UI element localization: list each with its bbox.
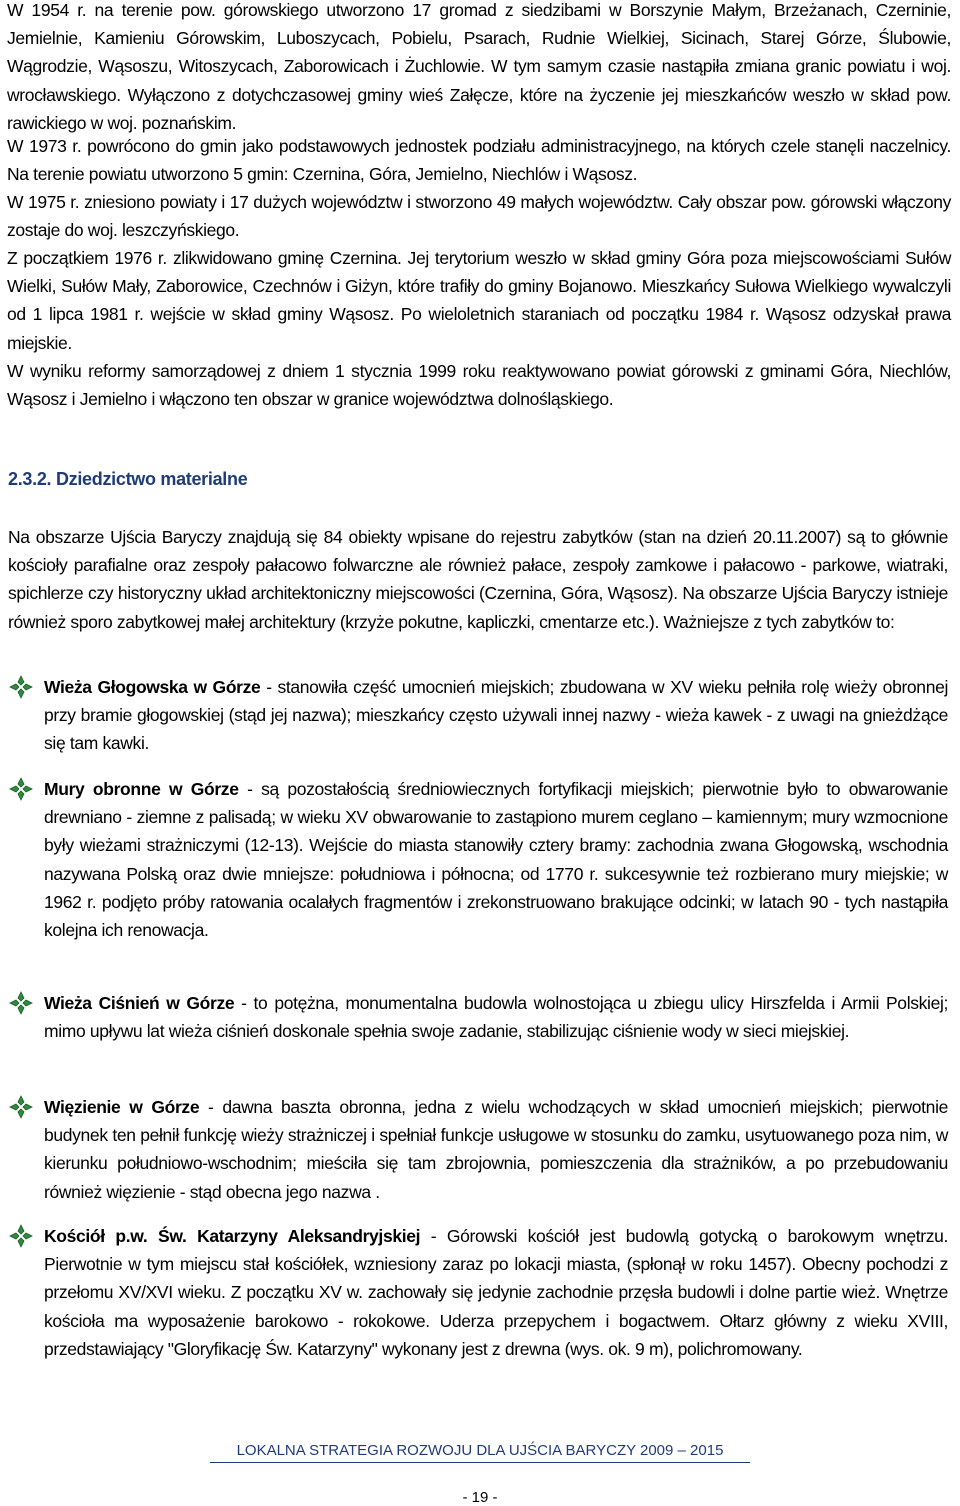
section-title: Dziedzictwo materialne [55,469,248,489]
footer-title: LOKALNA STRATEGIA ROZWOJU DLA UJŚCIA BARYCZY 2009 – 2015 [236,1442,724,1459]
list-item [8,1222,948,1363]
list-item-text: - Górowski kościół jest budowlą gotycką o barokowym wnętrzu. Pierwotnie w tym miejscu stał kościółek, wzniesiony zaraz po lokacji miasta, (spłonął w roku 1457). Obecny pochodzi z przełomu XV/XVI wieku. Z początku XV w. zachowały się jedynie zachodnie przęsła budowli i dolne partie wież. Wnętrze kościoła ma wyposażenie barokowo - rokokowe. Uderza przepychem i bogactwem. Ołtarz główny z wieku XVIII, przedstawiający "Gloryfikację Św. Katarzyny" wykonany jest z drewna (wys. ok. 9 m), polichromowany. [44,1226,948,1359]
section-heading [8,469,247,490]
four-diamond-star-icon [8,673,34,701]
four-diamond-star-icon [8,1222,34,1250]
list-item-title: Więzienie w Górze [44,1097,200,1117]
list-item-text: - stanowiła część umocnień miejskich; zbudowana w XV wieku pełniła rolę wieży obronnej przy bramie głogowskiej (stąd jej nazwa); mieszkańcy często używali innej nazwy - wieża kawek - z uwagi na gnieżdżące się tam kawki. [44,677,948,754]
list-item-text: - są pozostałością średniowiecznych fortyfikacji miejskich; pierwotnie było to obwarowanie drewniano - ziemne z palisadą; w wieku XV obwarowanie to zastąpiono murem ceglano – kamiennym; mury wzmocnione były wieżami strażniczymi (12-13). Wejście do miasta stanowiły cztery bramy: zachodnia zwana Głogowską, wschodnia nazywana Polską oraz dwie mniejsze: południowa i północna; od 1770 r. sukcesywnie też rozbierano mury miejskie; w 1962 r. podjęto próby ratowania ocalałych fragmentów i zrekonstruowano brakujące odcinki; w latach 90 - tych nastąpiła kolejna ich renowacja. [44,779,948,941]
page-footer [0,1442,960,1463]
list-item [8,775,948,944]
list-item-text: - to potężna, monumentalna budowla wolnostojąca u zbiegu ulicy Hirszfelda i Armii Polskiej; mimo upływu lat wieża ciśnień doskonale spełnia swoje zadanie, stabilizując ciśnienie wody w sieci miejskiej. [44,993,948,1042]
history-paragraph: Z początkiem 1976 r. zlikwidowano gminę Czernina. Jej terytorium weszło w skład gminy Góra poza miejscowościami Sułów Wielki, Sułów Mały, Zaborowice, Czechnów i Giżyn, które trafiły do gminy Bojanowo. Mieszkańcy Sułowa Wielkiego wywalczyli od 1 lipca 1981 r. wejście w skład gminy Wąsosz. Po wieloletnich staraniach od początku 1984 r. Wąsosz odzyskał prawa miejskie. [7,248,951,353]
list-item [8,989,948,1045]
section-number: 2.3.2. [8,469,52,489]
history-paragraph: W 1973 r. powrócono do gmin jako podstawowych jednostek podziału administracyjnego, na których czele stanęli naczelnicy. Na terenie powiatu utworzono 5 gmin: Czernina, Góra, Jemielno, Niechlów i Wąsosz. [7,136,951,185]
list-item-text: - dawna baszta obronna, jedna z wielu wchodzących w skład umocnień miejskich; pierwotnie budynek ten pełnił funkcję wieży strażniczej i spełniał funkcje usługowe w stosunku do zamku, usytuowanego poza nim, w kierunku południowo-wschodnim; mieściła się tam zbrojownia, pomieszczenia dla strażników, a po przebudowaniu również więzienie - stąd obecna jego nazwa . [44,1097,948,1202]
list-item-title: Wieża Głogowska w Górze [44,677,261,697]
history-paragraph: W 1954 r. na terenie pow. górowskiego utworzono 17 gromad z siedzibami w Borszynie Małym, Brzeżanach, Czerninie, Jemielnie, Kamieniu Górowskim, Luboszycach, Pobielu, Psarach, Rudnie Wielkiej, Sicinach, Starej Górze, Ślubowie, Wągrodzie, Wąsoszu, Witoszycach, Zaborowicach i Żuchlowie. W tym samym czasie nastąpiła zmiana granic powiatu i woj. wrocławskiego. Wyłączono z dotychczasowej gminy wieś Załęcze, które na życzenie jej mieszkańców weszło w skład pow. rawickiego w woj. poznańskim. [7,0,951,133]
list-item [8,673,948,758]
page-number: - 19 - [462,1489,498,1506]
list-item-title: Mury obronne w Górze [44,779,239,799]
history-paragraph: W wyniku reformy samorządowej z dniem 1 stycznia 1999 roku reaktywowano powiat górowski z gminami Góra, Niechlów, Wąsosz i Jemielno i włączono ten obszar w granice województwa dolnośląskiego. [7,361,951,410]
list-item-title: Kościół p.w. Św. Katarzyny Aleksandryjskiej [44,1226,421,1246]
section-intro: Na obszarze Ujścia Baryczy znajdują się 84 obiekty wpisane do rejestru zabytków (stan na dzień 20.11.2007) są to głównie kościoły parafialne oraz zespoły pałacowo folwarczne ale również pałace, zespoły zamkowe i pałacowo - parkowe, wiatraki, spichlerze czy historyczny układ architektoniczny miejscowości (Czernina, Góra, Wąsosz). Na obszarze Ujścia Baryczy istnieje również sporo zabytkowej małej architektury (krzyże pokutne, kapliczki, cmentarze etc.). Ważniejsze z tych zabytków to: [8,527,948,632]
four-diamond-star-icon [8,1093,34,1121]
list-item [8,1093,948,1206]
footer-divider [210,1462,750,1463]
four-diamond-star-icon [8,989,34,1017]
four-diamond-star-icon [8,775,34,803]
list-item-title: Wieża Ciśnień w Górze [44,993,235,1013]
history-paragraph: W 1975 r. zniesiono powiaty i 17 dużych województw i stworzono 49 małych województw. Cały obszar pow. górowski włączony zostaje do woj. leszczyńskiego. [7,192,951,241]
